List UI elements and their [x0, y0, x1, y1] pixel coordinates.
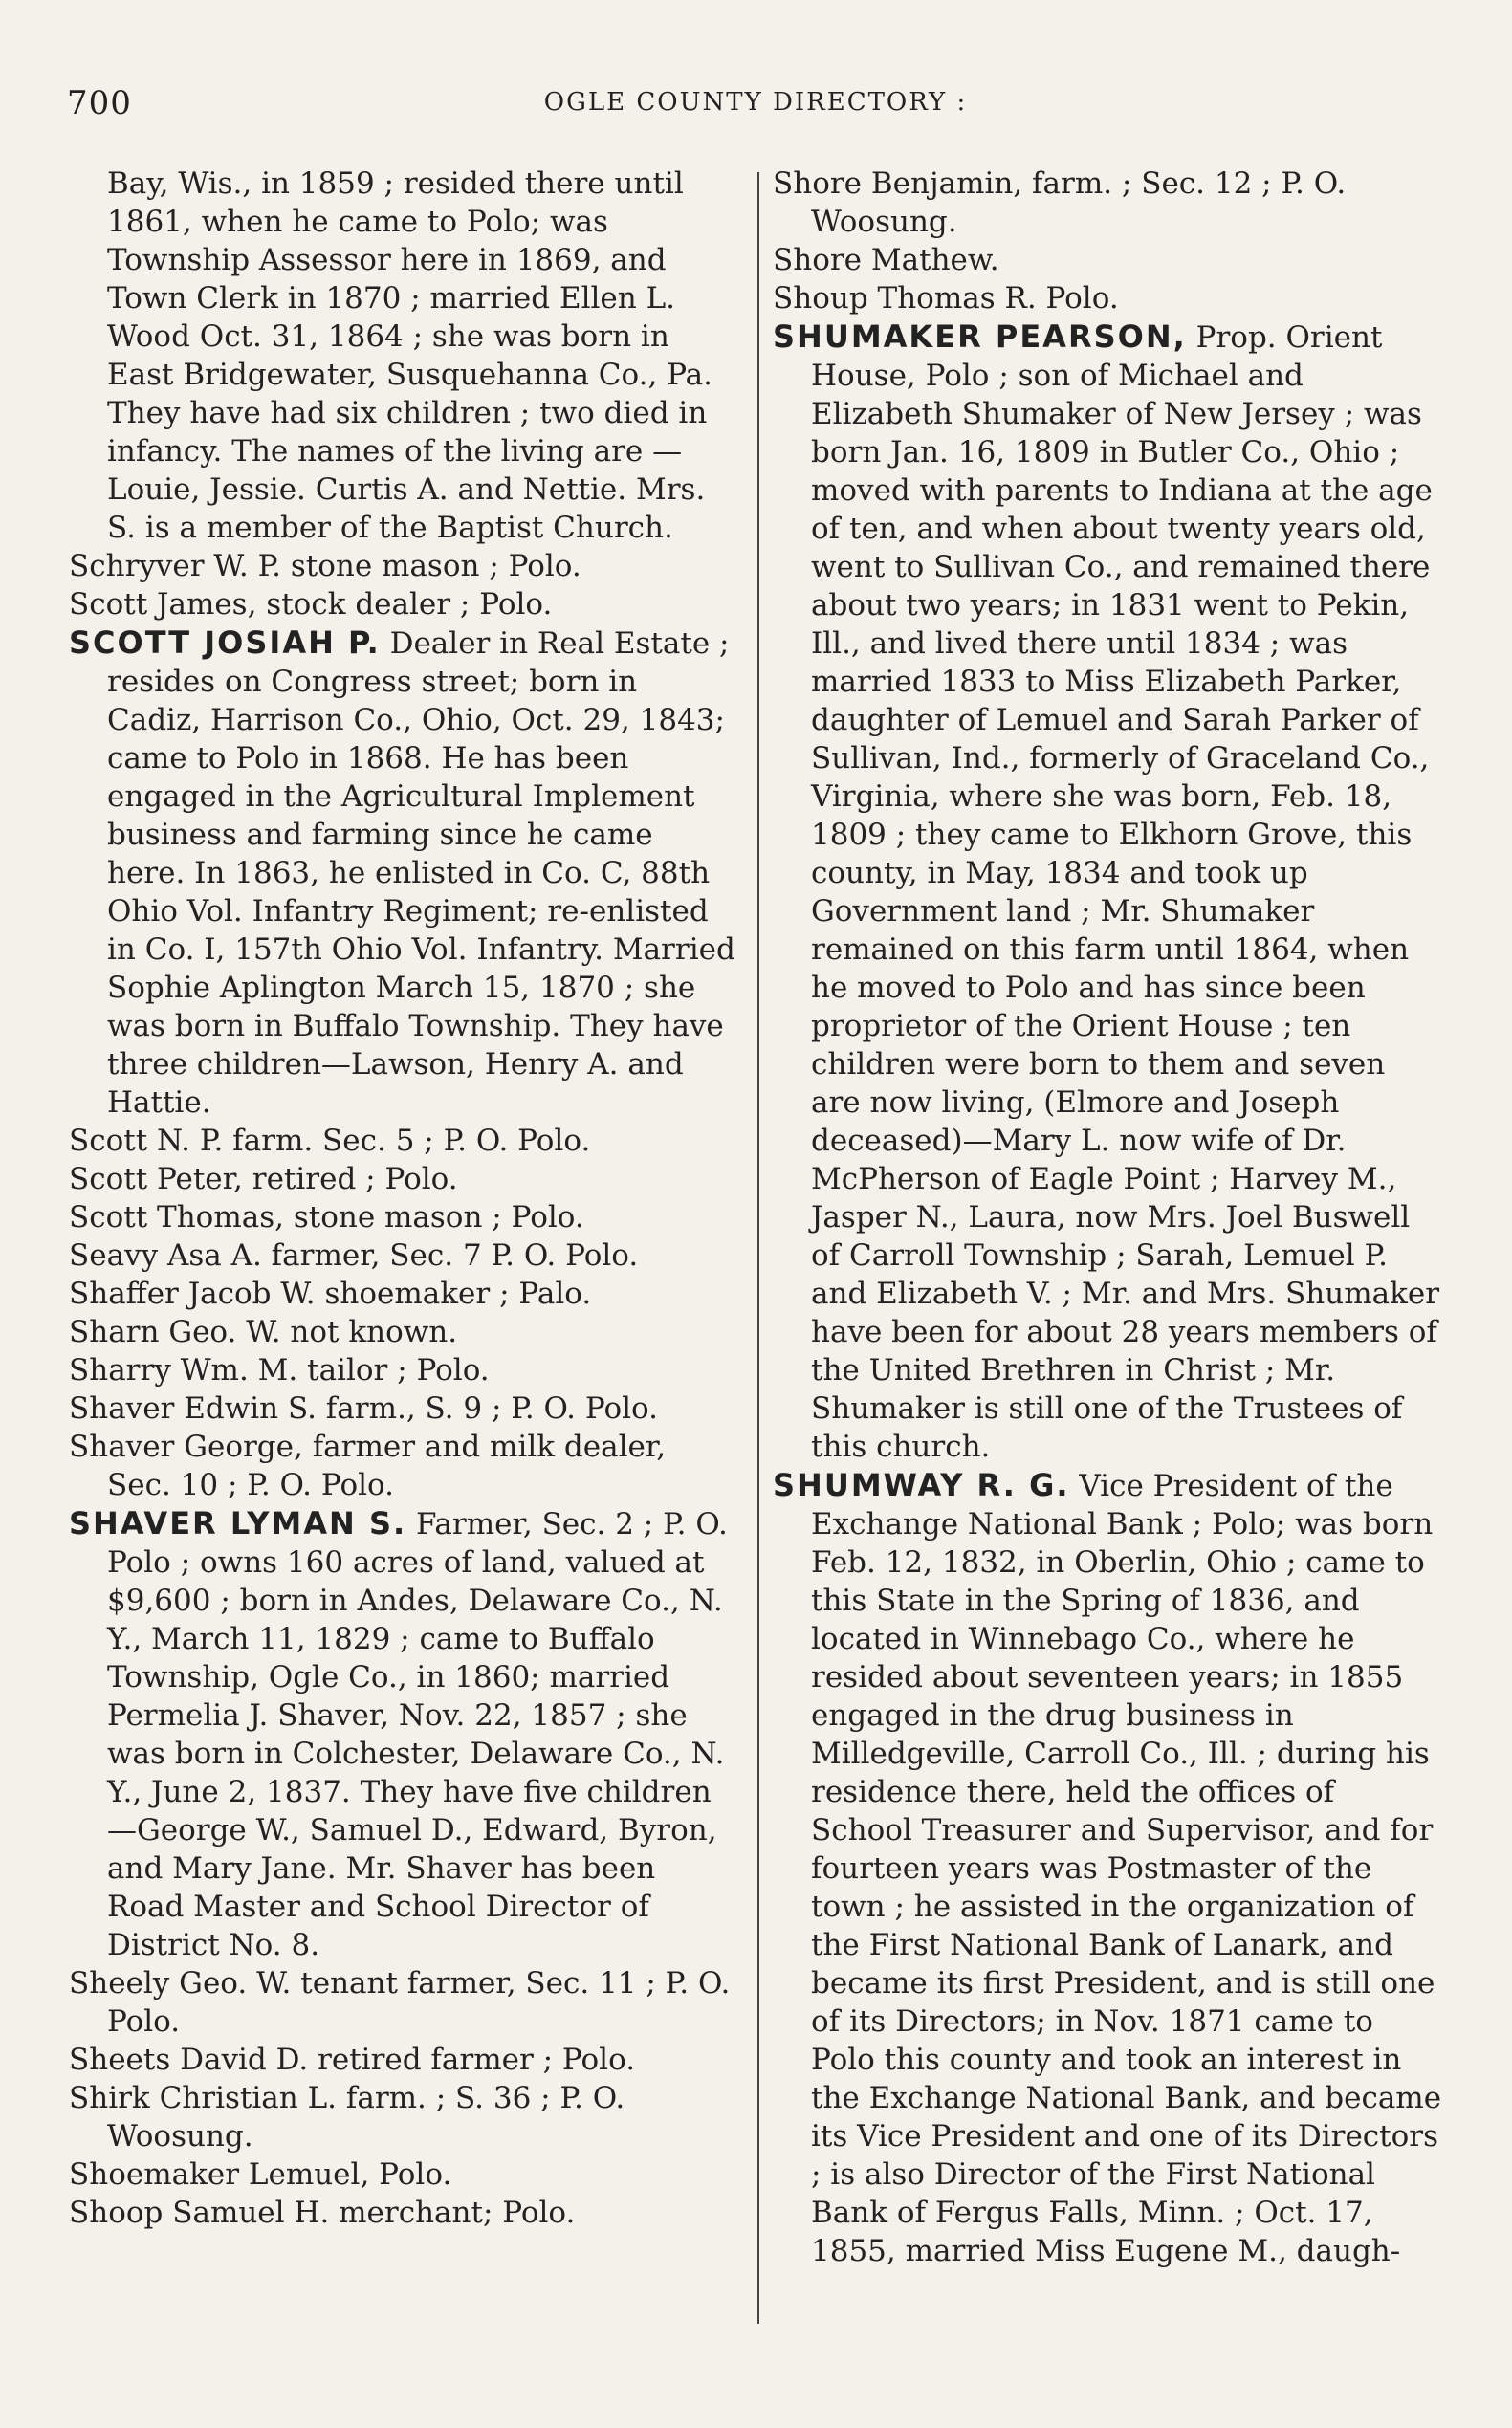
entry-text: Scott N. P. farm. Sec. 5 ; P. O. Polo. — [69, 1124, 591, 1158]
directory-entry — [69, 623, 738, 1122]
directory-entry — [773, 317, 1442, 1466]
entry-text: Scott Thomas, stone mason ; Polo. — [69, 1200, 584, 1235]
directory-entry — [773, 164, 1442, 241]
entry-name: SHAVER LYMAN S. — [69, 1505, 407, 1542]
directory-entry — [69, 1504, 738, 1964]
directory-entry — [69, 164, 738, 547]
left-column — [69, 164, 738, 2232]
entry-text: Prop. Orient House, Polo ; son of Michael and Elizabeth Shumaker of New Jersey ; was born Jan. 16, 1809 in Butler Co., Ohio ; moved with parents to Indiana at the age of ten, and when about twenty years old, went to Sullivan Co., and remained there about two years; in 1831 went to Pekin, Ill., and lived there until 1834 ; was married 1833 to Miss Elizabeth Parker, daughter of Lemuel and Sarah Parker of Sullivan, Ind., formerly of Graceland Co., Virginia, where she was born, Feb. 18, 1809 ; they came to Elkhorn Grove, this county, in May, 1834 and took up Government land ; Mr. Shumaker remained on this farm until 1864, when he moved to Polo and has since been proprietor of the Orient House ; ten children were born to them and seven are now living, (Elmore and Joseph deceased)—Mary L. now wife of Dr. McPherson of Eagle Point ; Harvey M., Jasper N., Laura, now Mrs. Joel Buswell of Carroll Township ; Sarah, Lemuel P. and Elizabeth V. ; Mr. and Mrs. Shumaker have been for about 28 years members of the United Brethren in Christ ; Mr. Shumaker is still one of the Trustees of this church. — [811, 320, 1440, 1464]
entry-text: Scott James, stock dealer ; Polo. — [69, 587, 553, 622]
entry-text: Shoup Thomas R. Polo. — [773, 281, 1119, 316]
directory-entry — [69, 1313, 738, 1351]
entry-text: Shaver Edwin S. farm., S. 9 ; P. O. Polo. — [69, 1391, 658, 1426]
entry-text: Bay, Wis., in 1859 ; resided there until 1861, when he came to Polo; was Township Assessor here in 1869, and Town Clerk in 1870 ; married Ellen L. Wood Oct. 31, 1864 ; she was born in East Bridgewater, Susquehanna Co., Pa. They have had six children ; two died in infancy. The names of the living are — Louie, Jessie. Curtis A. and Nettie. Mrs. S. is a member of the Baptist Church. — [107, 166, 713, 545]
directory-entry — [69, 1236, 738, 1275]
running-title: OGLE COUNTY DIRECTORY : — [543, 88, 968, 117]
page-number: 700 — [67, 84, 132, 122]
entry-text: Shore Benjamin, farm. ; Sec. 12 ; P. O. Woosung. — [773, 166, 1347, 239]
directory-entry — [69, 1275, 738, 1313]
directory-entry — [69, 1122, 738, 1160]
directory-entry — [69, 1428, 738, 1504]
entry-text: Shoemaker Lemuel, Polo. — [69, 2157, 452, 2192]
entry-text: Dealer in Real Estate ; resides on Congress street; born in Cadiz, Harrison Co., Ohio, Oct. 29, 1843; came to Polo in 1868. He has been engaged in the Agricultural Implement business and farming since he came here. In 1863, he enlisted in Co. C, 88th Ohio Vol. Infantry Regiment; re-enlisted in Co. I, 157th Ohio Vol. Infantry. Married Sophie Aplington March 15, 1870 ; she was born in Buffalo Township. They have three children—Lawson, Henry A. and Hattie. — [107, 626, 735, 1120]
entry-text: Shirk Christian L. farm. ; S. 36 ; P. O. Woosung. — [69, 2081, 625, 2154]
directory-entry — [69, 1389, 738, 1428]
entry-name: SHUMWAY R. G. — [773, 1467, 1070, 1503]
directory-entry — [69, 547, 738, 585]
entry-name: SHUMAKER PEARSON, — [773, 318, 1187, 355]
column-divider — [757, 172, 759, 2324]
entry-text: Farmer, Sec. 2 ; P. O. Polo ; owns 160 acres of land, valued at $9,600 ; born in Andes, Delaware Co., N. Y., March 11, 1829 ; came to Buffalo Township, Ogle Co., in 1860; married Permelia J. Shaver, Nov. 22, 1857 ; she was born in Colchester, Delaware Co., N. Y., June 2, 1837. They have five children—George W., Samuel D., Edward, Byron, and Mary Jane. Mr. Shaver has been Road Master and School Director of District No. 8. — [107, 1507, 728, 1962]
entry-text: Scott Peter, retired ; Polo. — [69, 1162, 458, 1196]
directory-entry — [69, 2194, 738, 2232]
directory-entry — [69, 1198, 738, 1236]
entry-text: Shoop Samuel H. merchant; Polo. — [69, 2196, 576, 2230]
directory-entry — [69, 2079, 738, 2155]
entry-text: Sharn Geo. W. not known. — [69, 1315, 458, 1349]
directory-entry — [773, 1466, 1442, 2270]
entry-text: Vice President of the Exchange National Bank ; Polo; was born Feb. 12, 1832, in Oberlin, Ohio ; came to this State in the Spring of 1836, and located in Winnebago Co., where he resided about seventeen years; in 1855 engaged in the drug business in Milledgeville, Carroll Co., Ill. ; during his residence there, held the offices of School Treasurer and Supervisor, and for fourteen years was Postmaster of the town ; he assisted in the organization of the First National Bank of Lanark, and became its first President, and is still one of its Directors; in Nov. 1871 came to Polo this county and took an interest in the Exchange National Bank, and became its Vice President and one of its Directors ; is also Director of the First National Bank of Fergus Falls, Minn. ; Oct. 17, 1855, married Miss Eugene M., daugh- — [811, 1469, 1442, 2268]
entry-text: Shaffer Jacob W. shoemaker ; Palo. — [69, 1277, 592, 1311]
entry-text: Sheets David D. retired farmer ; Polo. — [69, 2043, 636, 2077]
directory-entry — [773, 279, 1442, 317]
entry-name: SCOTT JOSIAH P. — [69, 624, 381, 661]
right-column — [773, 164, 1442, 2270]
directory-entry — [69, 1160, 738, 1198]
page-header — [67, 84, 1444, 132]
entry-text: Shaver George, farmer and milk dealer, Sec. 10 ; P. O. Polo. — [69, 1430, 667, 1502]
directory-entry — [69, 1964, 738, 2041]
entry-text: Sharry Wm. M. tailor ; Polo. — [69, 1353, 490, 1388]
directory-entry — [773, 241, 1442, 279]
entry-text: Seavy Asa A. farmer, Sec. 7 P. O. Polo. — [69, 1238, 639, 1273]
entry-text: Shore Mathew. — [773, 243, 999, 277]
directory-entry — [69, 2155, 738, 2194]
entry-text: Schryver W. P. stone mason ; Polo. — [69, 549, 581, 583]
directory-entry — [69, 1351, 738, 1389]
entry-text: Sheely Geo. W. tenant farmer, Sec. 11 ; P. O. Polo. — [69, 1966, 731, 2039]
directory-entry — [69, 2041, 738, 2079]
directory-entry — [69, 585, 738, 623]
